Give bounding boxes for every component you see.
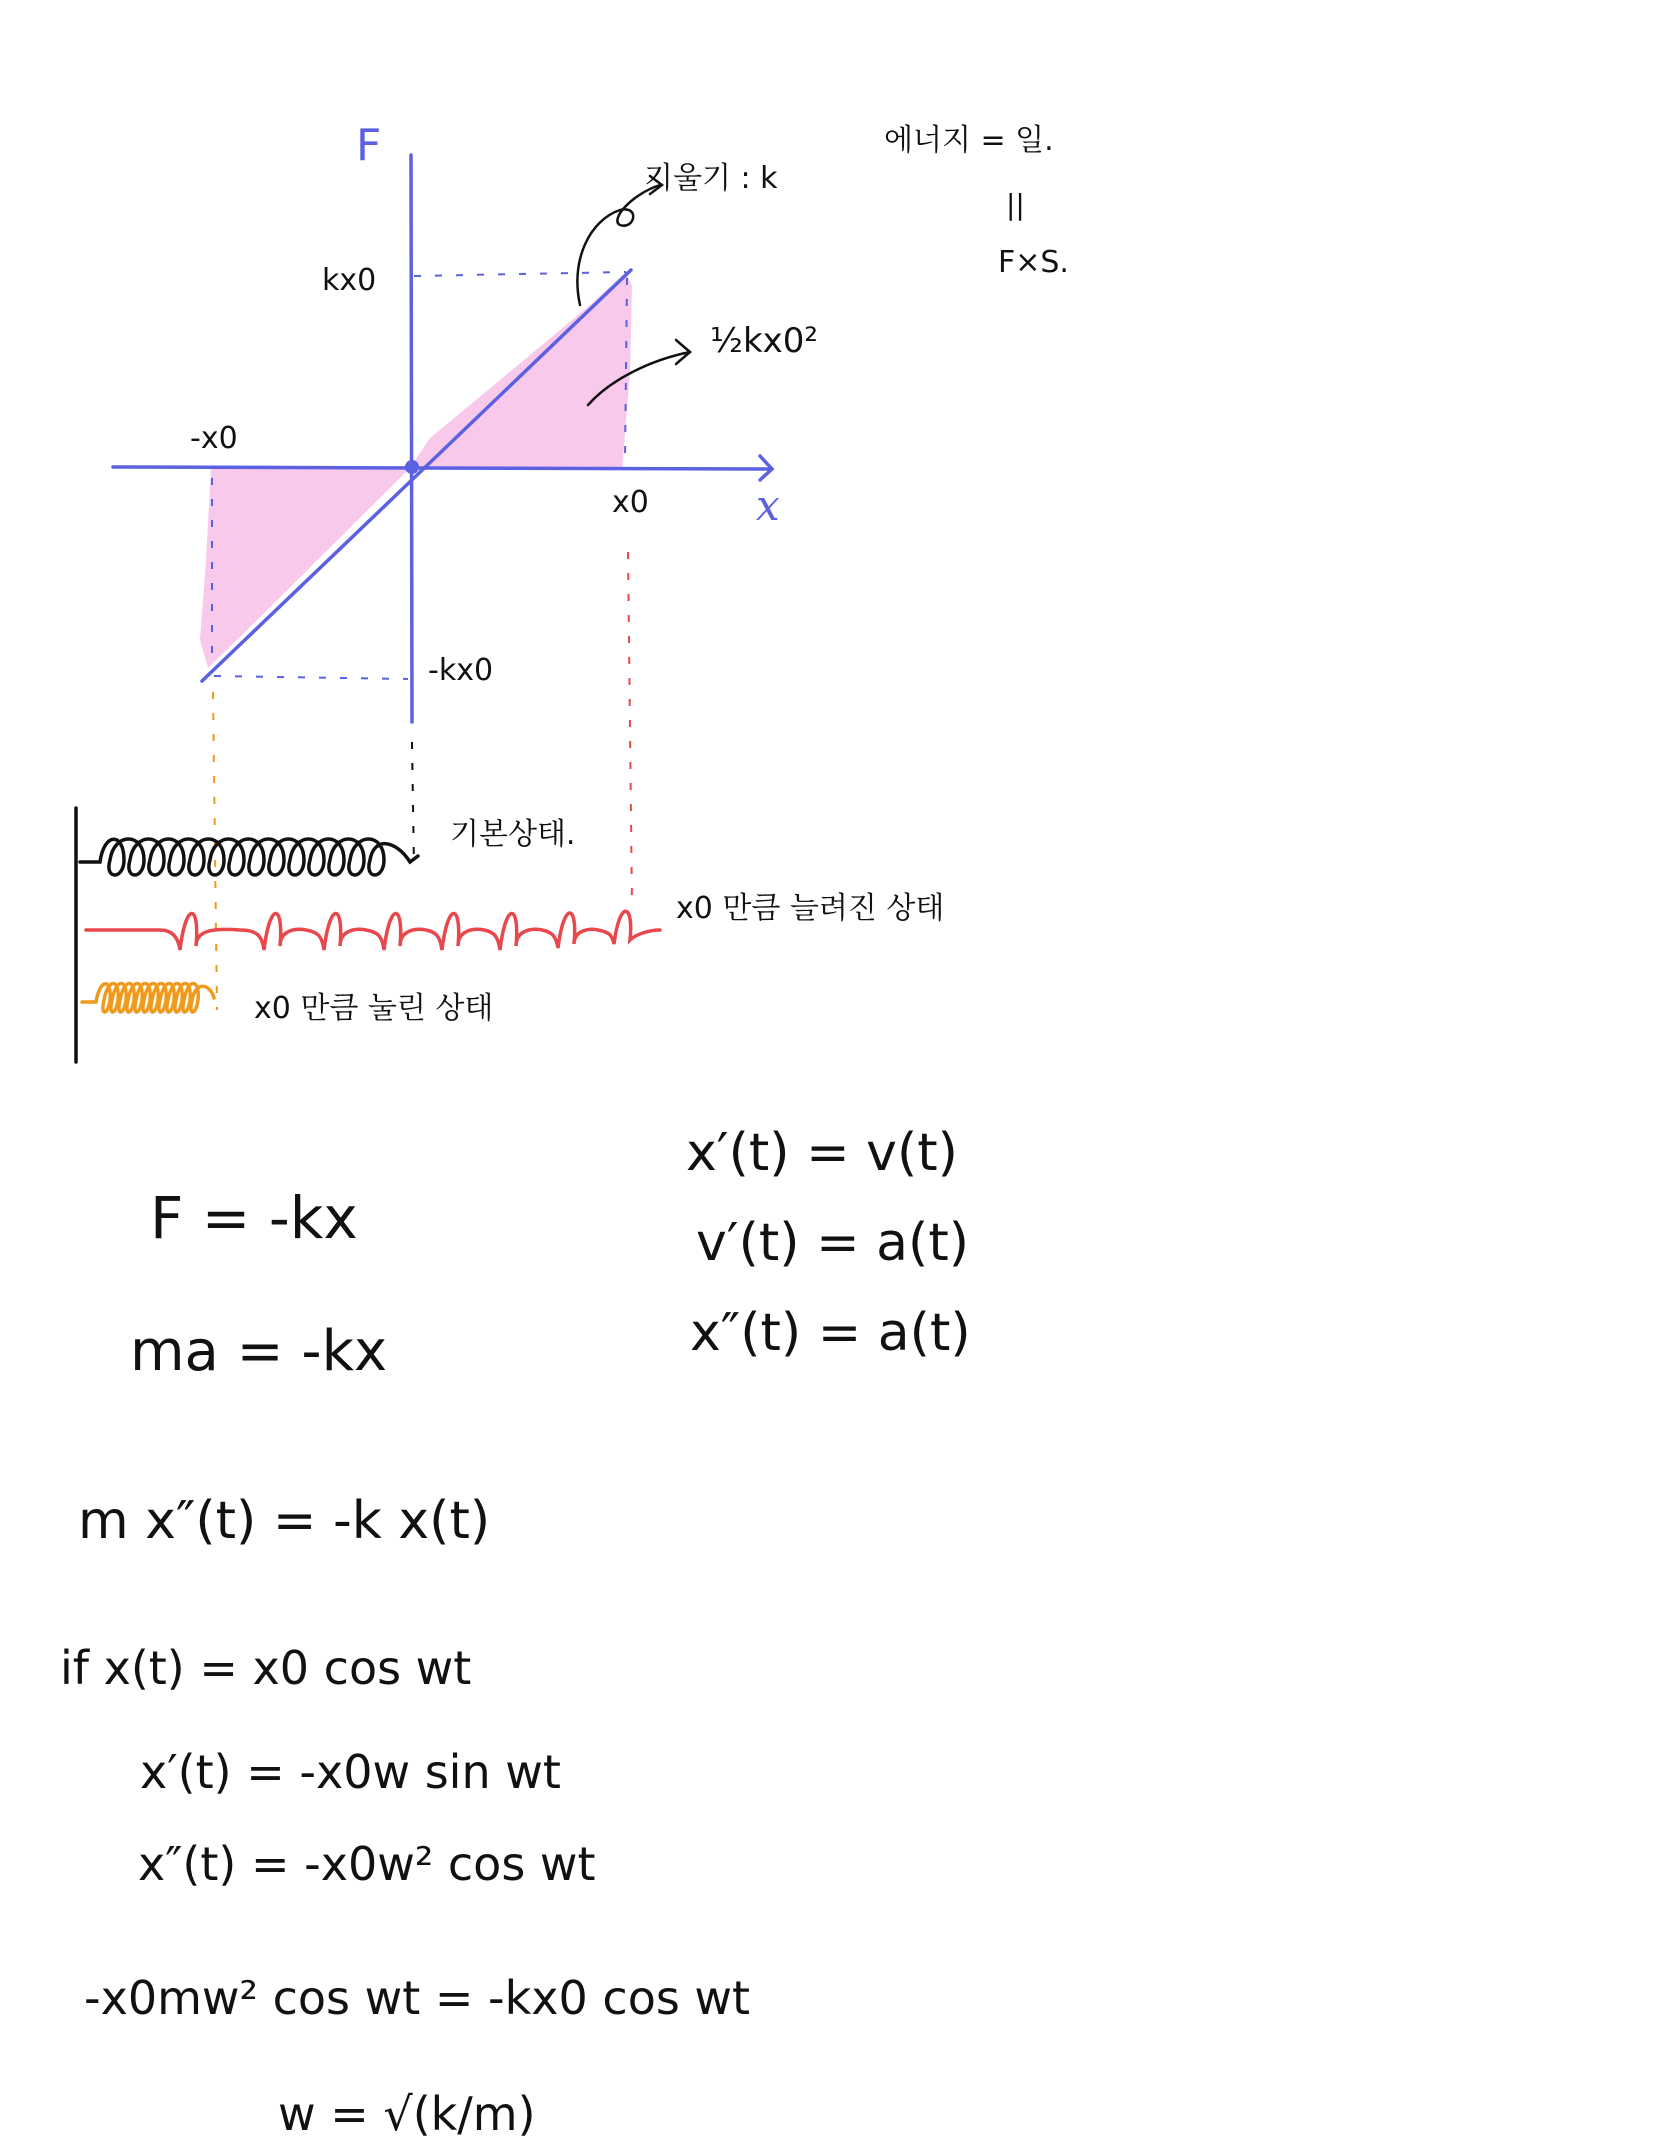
second-derivative: x″(t) = -x0w² cos wt — [138, 1837, 596, 1891]
origin-point — [405, 460, 419, 474]
hooke-law: F = -kx — [150, 1184, 358, 1252]
kx0-guide — [414, 272, 626, 276]
x-axis — [113, 467, 772, 469]
stretched-state-label: x0 만큼 늘려진 상태 — [676, 891, 945, 926]
neg-x-label: -x0 — [190, 421, 238, 456]
second-derivative-relation: x″(t) = a(t) — [690, 1303, 971, 1363]
compressed-spring — [82, 984, 214, 1013]
velocity-relation: x′(t) = v(t) — [686, 1123, 958, 1183]
energy-note-line2: || — [1006, 188, 1025, 221]
first-derivative: x′(t) = -x0w sin wt — [140, 1745, 561, 1799]
y-axis — [411, 155, 412, 722]
stretched-spring — [86, 911, 660, 950]
x0-red-guide — [628, 552, 632, 905]
top-force-label: kx0 — [322, 263, 377, 298]
bottom-force-label: -kx0 — [428, 653, 494, 688]
base-state-label: 기본상태. — [450, 817, 576, 852]
energy-note-line1: 에너지 = 일. — [884, 123, 1054, 158]
spring-ode: m x″(t) = -k x(t) — [78, 1491, 491, 1551]
substitution: -x0mw² cos wt = -kx0 cos wt — [84, 1971, 751, 2025]
pos-x-label: x0 — [612, 485, 649, 520]
acceleration-relation: v′(t) = a(t) — [696, 1213, 969, 1273]
angular-frequency: w = √(k/m) — [278, 2087, 536, 2141]
neg-kx0-guide — [214, 676, 408, 679]
x-axis-label: x — [756, 481, 780, 530]
trial-solution: if x(t) = x0 cos wt — [60, 1641, 472, 1695]
origin-black-guide — [412, 742, 414, 868]
compressed-state-label: x0 만큼 눌린 상태 — [254, 991, 494, 1026]
area-note: ½kx0² — [710, 321, 819, 361]
base-spring — [80, 839, 418, 875]
newton-law: ma = -kx — [130, 1319, 388, 1384]
y-axis-label: F — [356, 120, 382, 171]
negative-work-area — [200, 468, 410, 668]
slope-note: 기울기 : k — [644, 161, 778, 196]
energy-note-line3: F×S. — [998, 245, 1069, 280]
